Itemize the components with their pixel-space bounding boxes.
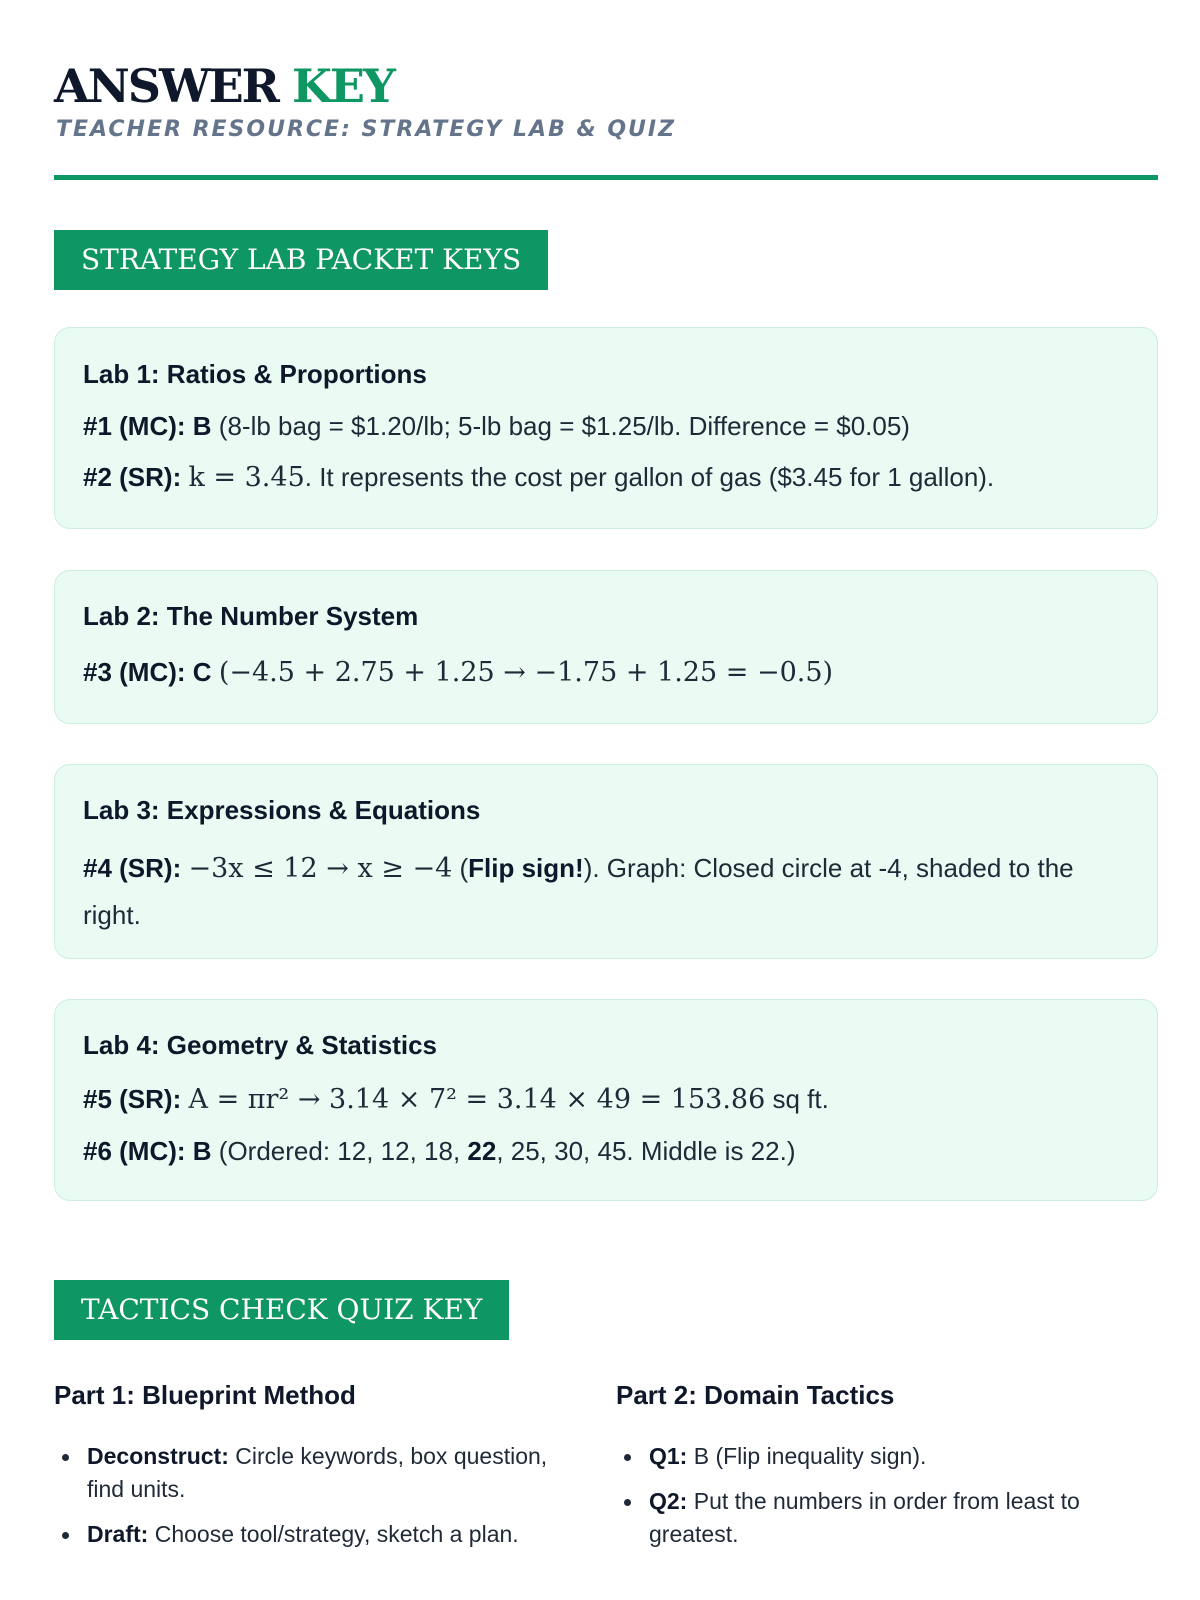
item-label: #1 (MC): — [83, 411, 186, 441]
item-explanation: (Ordered: 12, 12, 18, — [211, 1136, 468, 1166]
page-title — [54, 58, 394, 114]
answer-item-1 — [83, 411, 910, 442]
quiz-banner: TACTICS CHECK QUIZ KEY — [54, 1280, 509, 1340]
item-explanation: sq ft. — [765, 1084, 829, 1114]
item-math: k = 3.45 — [188, 462, 305, 493]
bullet-term: Q2: — [649, 1488, 688, 1514]
item-math: −3x ≤ 12 → x ≥ −4 — [188, 853, 453, 884]
item-answer: C — [192, 657, 212, 687]
lab-title: Lab 2: The Number System — [83, 601, 419, 631]
lab-title: Lab 1: Ratios & Proportions — [83, 359, 427, 389]
page-subtitle: TEACHER RESOURCE: STRATEGY LAB & QUIZ — [56, 117, 677, 142]
lab-title: Lab 4: Geometry & Statistics — [83, 1030, 437, 1060]
list-item — [54, 1518, 554, 1551]
item-math: A = πr² → 3.14 × 7² = 3.14 × 49 = 153.86 — [188, 1084, 766, 1115]
answer-item-5 — [83, 1084, 829, 1115]
item-emphasis: Flip sign! — [468, 853, 584, 883]
bullet-text: Put the numbers in order from least to greatest. — [649, 1488, 1080, 1547]
item-explanation: (8-lb bag = $1.20/lb; 5-lb bag = $1.25/lb. Difference = $0.05) — [211, 411, 910, 441]
item-label: #5 (SR): — [83, 1084, 182, 1114]
item-explanation: . It represents the cost per gallon of gas ($3.45 for 1 gallon). — [304, 462, 995, 492]
strategy-lab-banner: STRATEGY LAB PACKET KEYS — [54, 230, 548, 290]
part1-heading: Part 1: Blueprint Method — [54, 1380, 356, 1410]
item-explanation-end: , 25, 30, 45. Middle is 22.) — [496, 1136, 796, 1166]
lab-card-3 — [54, 764, 1158, 959]
item-emphasis: 22 — [467, 1136, 497, 1166]
part1-list — [54, 1440, 554, 1563]
list-item — [54, 1440, 554, 1506]
bullet-text: Choose tool/strategy, sketch a plan. — [148, 1521, 519, 1547]
item-label: #2 (SR): — [83, 462, 182, 492]
list-item — [616, 1440, 1116, 1473]
lab-card-1 — [54, 327, 1158, 529]
part2-list — [616, 1440, 1116, 1563]
bullet-term: Draft: — [87, 1521, 149, 1547]
item-label: #4 (SR): — [83, 853, 182, 883]
answer-item-2 — [83, 462, 994, 493]
header-divider — [54, 175, 1158, 180]
bullet-text: B (Flip inequality sign). — [687, 1443, 927, 1469]
answer-item-4: #4 (SR): −3x ≤ 12 → x ≥ −4 (Flip sign!). Graph: Closed circle at -4, shaded to the right. — [83, 853, 1074, 930]
answer-item-3 — [83, 657, 833, 688]
item-answer: B — [192, 411, 212, 441]
item-explanation: ). Graph: Closed circle at -4, shaded to the right. — [83, 853, 1074, 930]
answer-item-6 — [83, 1136, 795, 1167]
list-item — [616, 1485, 1116, 1551]
item-label: #6 (MC): — [83, 1136, 186, 1166]
title-key: KEY — [291, 59, 394, 113]
title-answer: ANSWER — [54, 59, 278, 113]
lab-title: Lab 3: Expressions & Equations — [83, 795, 481, 825]
lab-card-2 — [54, 570, 1158, 724]
item-answer: B — [192, 1136, 212, 1166]
bullet-term: Deconstruct: — [87, 1443, 229, 1469]
item-math: (−4.5 + 2.75 + 1.25 → −1.75 + 1.25 = −0.5) — [218, 657, 834, 688]
bullet-term: Q1: — [649, 1443, 688, 1469]
part2-heading: Part 2: Domain Tactics — [616, 1380, 895, 1410]
bullet-text: Circle keywords, box question, find units. — [87, 1443, 548, 1502]
item-label: #3 (MC): — [83, 657, 186, 687]
lab-card-4 — [54, 999, 1158, 1201]
